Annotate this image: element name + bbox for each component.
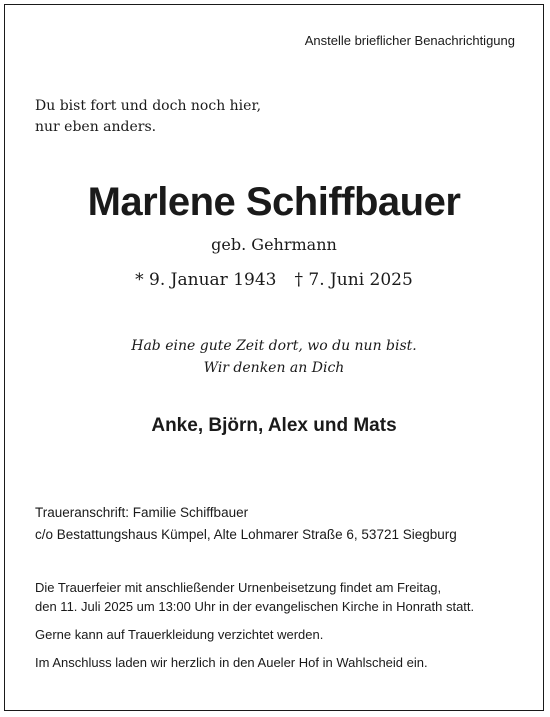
mourners-names: Anke, Björn, Alex und Mats <box>151 415 397 436</box>
verse-line: Du bist fort und doch noch hier, <box>35 98 262 114</box>
death-date: † 7. Juni 2025 <box>294 270 413 290</box>
mourning-address <box>35 502 457 546</box>
obituary-notice <box>4 4 544 711</box>
address-line: c/o Bestattungshaus Kümpel, Alte Lohmarer Straße 6, 53721 Siegburg <box>35 527 457 542</box>
life-dates <box>5 270 543 290</box>
verse-line: nur eben anders. <box>35 119 157 135</box>
address-line: Traueranschrift: Familie Schiffbauer <box>35 505 249 520</box>
birth-name: geb. Gehrmann <box>211 235 337 254</box>
reception-invitation: Im Anschluss laden wir herzlich in den Aueler Hof in Wahlscheid ein. <box>35 655 428 670</box>
deceased-name: Marlene Schiffbauer <box>87 180 461 224</box>
farewell-quote <box>5 335 543 379</box>
quote-line: Hab eine gute Zeit dort, wo du nun bist. <box>131 338 417 354</box>
quote-line: Wir denken an Dich <box>203 360 345 376</box>
info-line: den 11. Juli 2025 um 13:00 Uhr in der evangelischen Kirche in Honrath statt. <box>35 599 475 614</box>
ceremony-info <box>35 578 474 672</box>
info-line: Die Trauerfeier mit anschließender Urnenbeisetzung findet am Freitag, <box>35 580 442 595</box>
ceremony-details <box>35 578 474 616</box>
birth-date: * 9. Januar 1943 <box>135 270 277 290</box>
clothing-note: Gerne kann auf Trauerkleidung verzichtet werden. <box>35 627 324 642</box>
opening-verse <box>35 96 261 138</box>
notice-type-label: Anstelle brieflicher Benachrichtigung <box>304 33 515 48</box>
